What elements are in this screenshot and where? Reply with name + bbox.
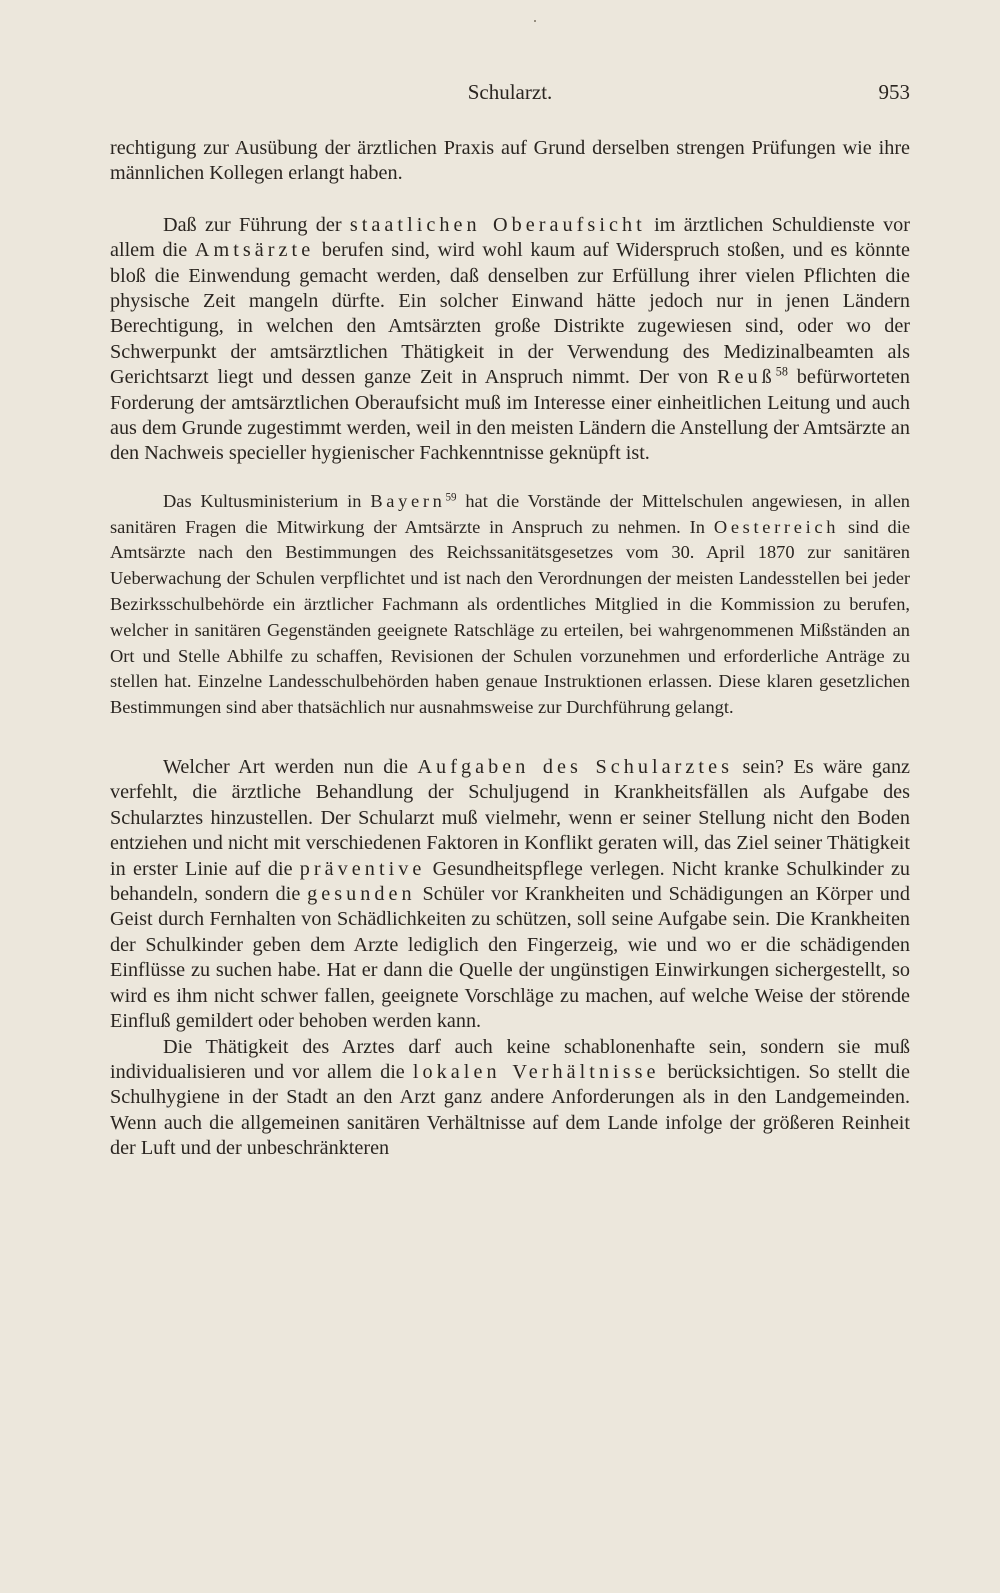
spaced-emphasis: lokalen Verhältnisse [412,1060,660,1083]
footnote-reference: 59 [445,491,457,504]
paragraph-4: Welcher Art werden nun die Aufgaben des Schularztes sein? Es wäre ganz verfehlt, die ärztliche Behandlung der Schuljugend in Krankheitsfällen als Aufgabe des Schularztes hinzustellen. Der Schularzt muß vielmehr, wenn er seiner Stellung nicht den Boden entziehen und nicht mit verschiedenen Faktoren in Konflikt geraten will, das Ziel seiner Thätigkeit in erster Linie auf die präventive Gesundheitspflege verlegen. Nicht kranke Schulkinder zu behandeln, sondern die gesunden Schüler vor Krankheiten und Schädigungen an Körper und Geist durch Fernhalten von Schädlichkeiten zu schützen, soll seine Aufgabe sein. Die Krankheiten der Schulkinder geben dem Arzte lediglich den Fingerzeig, wie und wo er die schädigenden Einflüsse zu suchen habe. Hat er dann die Quelle der ungünstigen Einwirkungen sichergestellt, so wird es ihm nicht schwer fallen, geeignete Vorschläge zu machen, auf welche Weise der störende Einfluß gemildert oder behoben werden kann. [110,756,911,1033]
spaced-emphasis: Oesterreich [713,516,840,537]
footnote-reference: 58 [775,364,788,379]
running-header [110,80,910,112]
paragraph-2: Daß zur Führung der staatlichen Oberaufsicht im ärztlichen Schuldienste vor allem die Amtsärzte berufen sind, wird wohl kaum auf Widerspruch stoßen, und es könnte bloß die Einwendung gemacht werden, daß denselben zur Erfüllung ihrer vielen Pflichten die physische Zeit mangeln dürfte. Ein solcher Einwand hätte jedoch nur in jenen Ländern Berechtigung, in welchen den Amtsärzten große Distrikte zugewiesen sind, oder wo der Schwerpunkt der amtsärztlichen Thätigkeit in der Verwendung des Medizinalbeamten als Gerichtsarzt liegt und dessen ganze Zeit in Anspruch nimmt. Der von Reuß$^{58}$ befürworteten Forderung der amtsärztlichen Oberaufsicht muß im Interesse einer einheitlichen Leitung und auch aus dem Grunde zugestimmt werden, weil in den meisten Ländern die Anstellung der Amtsärzte an den Nachweis specieller hygienischer Fachkenntnisse geknüpft ist. [110,213,910,465]
page-number: 953 [878,80,910,104]
spaced-emphasis: staatlichen Oberaufsicht [349,213,646,236]
paragraph-5: Die Thätigkeit des Arztes darf auch keine schablonenhafte sein, sondern sie muß individualisieren und vor allem die lokalen Verhältnisse berücksichtigen. So stellt die Schulhygiene in der Stadt an den Arzt ganz andere Anforderungen als in den Landgemeinden. Wenn auch die allgemeinen sanitären Verhältnisse auf dem Lande infolge der größeren Reinheit der Luft und der unbeschränkteren [110,1035,910,1160]
paragraph-1: rechtigung zur Ausübung der ärztlichen Praxis auf Grund derselben strengen Prüfungen wie ihre männlichen Kollegen erlangt haben. [110,137,910,185]
spaced-emphasis: präventive [299,857,426,880]
spaced-emphasis: Amtsärzte [194,239,315,262]
paragraph-3: Das Kultusministerium in Bayern$^{59}$ hat die Vorstände der Mittelschulen angewiesen, in allen sanitären Fragen die Mitwirkung der Amtsärzte in Anspruch zu nehmen. In Oesterreich sind die Amtsärzte nach den Bestimmungen des Reichssanitätsgesetzes vom 30. April 1870 zur sanitären Ueberwachung der Schulen verpflichtet und ist nach den Verordnungen der meisten Landesstellen bei jeder Bezirksschulbehörde ein ärztlicher Fachmann als ordentliches Mitglied in die Kommission zu berufen, welcher in sanitären Gegenständen geeignete Ratschläge zu erteilen, bei wahrgenommenen Mißständen an Ort und Stelle Abhilfe zu schaffen, Revisionen der Schulen vorzunehmen und erforderliche Anträge zu stellen hat. Einzelne Landesschulbehörden haben genaue Instruktionen erlassen. Diese klaren gesetzlichen Bestimmungen sind aber thatsächlich nur ausnahmsweise zur Durchführung gelangt. [110,490,910,718]
spaced-emphasis: Aufgaben des Schularztes [417,756,733,779]
spaced-emphasis: gesunden [307,883,416,906]
printing-speck [534,20,536,22]
spaced-emphasis: Bayern [370,490,446,511]
author-name: Reuß [717,366,776,389]
page-body [110,136,910,1162]
running-title: Schularzt. [467,80,553,104]
